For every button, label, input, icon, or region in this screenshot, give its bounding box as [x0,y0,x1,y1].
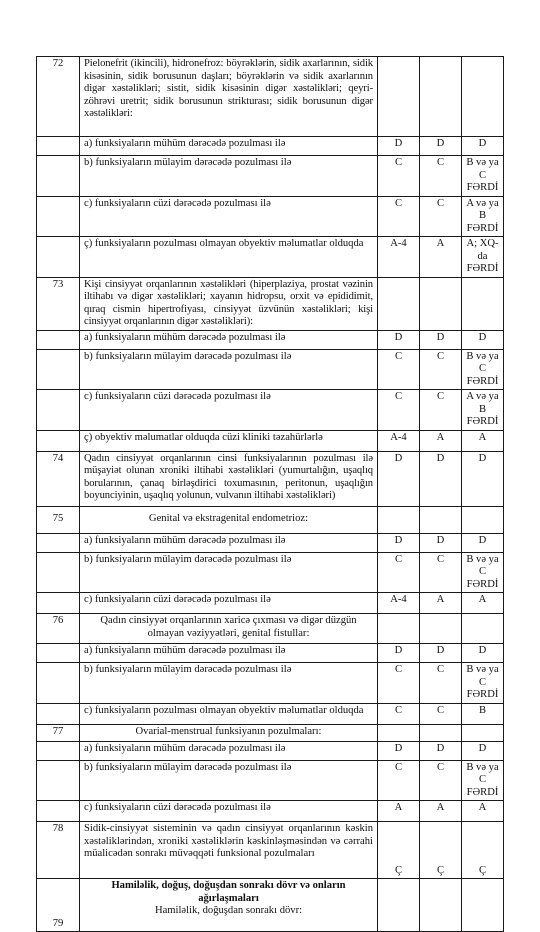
table-row [37,390,504,431]
category-cell: A [462,593,504,614]
category-cell: A-4 [378,430,420,451]
category-cell: A və ya B FƏRDİ [462,196,504,237]
table-row [37,879,504,932]
table-row [37,801,504,822]
category-cell: B və ya C FƏRDİ [462,663,504,704]
article-number: 73 [37,277,80,330]
category-cell: Ç [462,822,504,879]
sub-item: c) funksiyaların pozulması olmayan obyektiv məlumatlar olduqda [80,703,378,724]
table-row [37,760,504,801]
article-number: 72 [37,57,80,137]
category-cell: A və ya B FƏRDİ [462,390,504,431]
category-cell: D [378,330,420,349]
sub-item: a) funksiyaların mühüm dərəcədə pozulması ilə [80,330,378,349]
sub-item: c) funksiyaların cüzi dərəcədə pozulması ilə [80,593,378,614]
category-cell: A [420,801,462,822]
sub-item: c) funksiyaların cüzi dərəcədə pozulması ilə [80,801,378,822]
category-cell: D [462,533,504,552]
category-cell: C [378,349,420,390]
sub-item: a) funksiyaların mühüm dərəcədə pozulması ilə [80,644,378,663]
table-row [37,137,504,156]
table-row [37,741,504,760]
category-cell: C [420,390,462,431]
table-row [37,822,504,879]
article-description: Pielonefrit (ikincili), hidronefroz: böyrəklərin, sidik axarlarının, sidik kisəsinin, sidik borusunun daşları; böyrəklərin və sidik axarlarının digər xəstəlikləri; sistit, sidik kisəsinin digər xəstəlikləri; qeyri-zöhrəvi uretrit; sidik borusunun strikturası; sidik borusunun digər xəstəlikləri: [80,57,378,137]
category-cell: Ç [378,822,420,879]
category-cell: D [420,137,462,156]
category-cell: D [378,644,420,663]
category-cell: A [420,237,462,278]
table-row [37,663,504,704]
category-cell: D [378,137,420,156]
category-cell: B və ya C FƏRDİ [462,156,504,197]
category-cell: D [378,533,420,552]
table-row [37,703,504,724]
category-cell: D [462,741,504,760]
category-cell: A [462,430,504,451]
article-description: Qadın cinsiyyət orqanlarının xaricə çıxması və digər düzgün olmayan vəziyyətləri, genital fistullar: [80,614,378,644]
table-row [37,506,504,533]
article-number: 74 [37,451,80,506]
category-cell: D [420,451,462,506]
category-cell: B [462,703,504,724]
category-cell [378,57,420,137]
article-number: 75 [37,506,80,533]
category-cell: C [378,390,420,431]
table-row [37,430,504,451]
category-cell: A; XQ-da FƏRDİ [462,237,504,278]
section-block [80,879,378,932]
category-cell: D [378,451,420,506]
category-cell: C [378,196,420,237]
category-cell [420,57,462,137]
table-row [37,533,504,552]
category-cell: D [462,451,504,506]
category-cell: D [462,330,504,349]
category-cell: B və ya C FƏRDİ [462,760,504,801]
article-description: Ovarial-menstrual funksiyanın pozulmaları: [80,724,378,741]
category-cell: B və ya C FƏRDİ [462,552,504,593]
article-number: 76 [37,614,80,644]
table-row [37,349,504,390]
sub-item: a) funksiyaların mühüm dərəcədə pozulması ilə [80,533,378,552]
table-row [37,593,504,614]
article-description: Kişi cinsiyyət orqanlarının xəstəlikləri (hiperplaziya, prostat vəzinin iltihabı və digər xəstəlikləri; xayanın hidropsu, orxit və epididimit, qıraq cismin hipertrofiyası, cinsiyyət üzvünün xəstəlikləri; kişi cinsiyyət orqanlarının digər xəstəlikləri): [80,277,378,330]
category-cell: C [378,663,420,704]
category-cell: A-4 [378,237,420,278]
category-cell: Ç [420,822,462,879]
category-cell: A [420,593,462,614]
category-cell: D [462,644,504,663]
sub-item: b) funksiyaların mülayim dərəcədə pozulması ilə [80,760,378,801]
table-row [37,451,504,506]
sub-item: ç) obyektiv məlumatlar olduqda cüzi kliniki təzahürlərlə [80,430,378,451]
article-description: Hamiləlik, doğuşdan sonrakı dövr: [154,905,303,916]
category-cell: D [462,137,504,156]
category-cell: C [420,663,462,704]
sub-item: a) funksiyaların mühüm dərəcədə pozulması ilə [80,741,378,760]
category-cell: D [378,741,420,760]
table-row [37,644,504,663]
article-number: 78 [37,822,80,879]
category-cell: C [378,552,420,593]
article-description: Genital və ekstragenital endometrioz: [80,506,378,533]
category-cell: C [378,156,420,197]
category-cell: D [420,644,462,663]
category-cell: C [420,552,462,593]
table-row [37,277,504,330]
table-row [37,156,504,197]
category-cell: A [378,801,420,822]
sub-item: a) funksiyaların mühüm dərəcədə pozulması ilə [80,137,378,156]
article-number: 77 [37,724,80,741]
article-description: Sidik-cinsiyyət sisteminin və qadın cinsiyyət orqanlarının kəskin xəstəliklərindən, xroniki xəstəliklərin kəskinləşməsindən və cərrahi müalicədən sonrakı müvəqqəti funksional pozulmaları [80,822,378,879]
category-cell: C [420,196,462,237]
article-description: Qadın cinsiyyət orqanlarının cinsi funksiyalarının pozulması ilə müşayiət olunan xroniki iltihabi xəstəlikləri (yumurtalığın, uşaqlıq borularının, çanaq birləşdirici toxumasının, peritonun, uşaqlığın boyunciyinin, uşaqlıq yolunun, vulvanın iltihabi xəstəlikləri) [80,451,378,506]
category-cell: D [420,741,462,760]
category-cell: A-4 [378,593,420,614]
table-row [37,724,504,741]
sub-item: c) funksiyaların cüzi dərəcədə pozulması ilə [80,196,378,237]
table-row [37,614,504,644]
section-heading: Hamiləlik, doğuş, doğuşdan sonrakı dövr və onların ağırlaşmaları [111,880,346,904]
table-row [37,330,504,349]
table-row [37,196,504,237]
category-cell: C [420,703,462,724]
category-cell [462,57,504,137]
category-cell: B və ya C FƏRDİ [462,349,504,390]
category-cell: A [420,430,462,451]
sub-item: b) funksiyaların mülayim dərəcədə pozulması ilə [80,349,378,390]
disease-category-table [36,56,504,932]
table-row [37,237,504,278]
article-number: 79 [37,879,80,932]
category-cell: A [462,801,504,822]
category-cell: C [420,760,462,801]
sub-item: b) funksiyaların mülayim dərəcədə pozulması ilə [80,663,378,704]
table-row [37,57,504,137]
category-cell: C [378,760,420,801]
table-row [37,552,504,593]
sub-item: b) funksiyaların mülayim dərəcədə pozulması ilə [80,156,378,197]
category-cell: C [420,156,462,197]
category-cell: C [420,349,462,390]
sub-item: c) funksiyaların cüzi dərəcədə pozulması ilə [80,390,378,431]
sub-item: b) funksiyaların mülayim dərəcədə pozulması ilə [80,552,378,593]
category-cell: D [420,533,462,552]
category-cell: D [420,330,462,349]
category-cell: C [378,703,420,724]
sub-item: ç) funksiyaların pozulması olmayan obyektiv məlumatlar olduqda [80,237,378,278]
